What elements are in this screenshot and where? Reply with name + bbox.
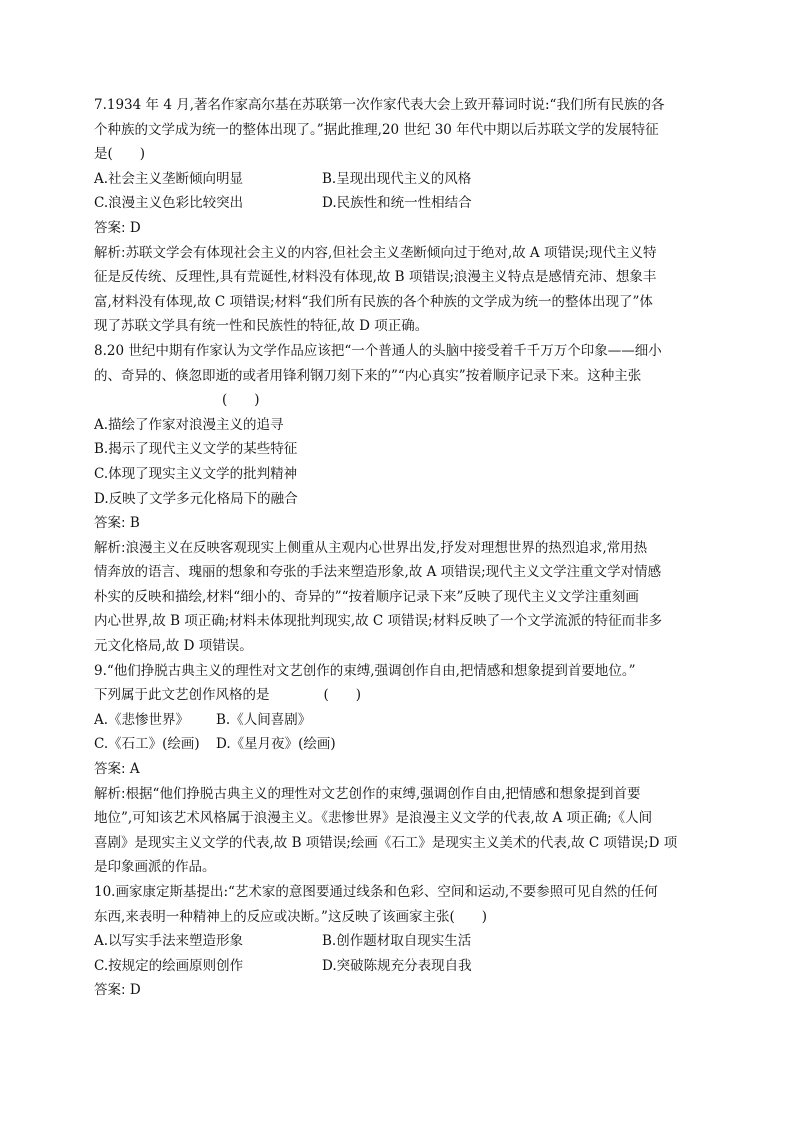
answer-label: 答案: (94, 982, 126, 999)
analysis-text: 根据“他们挣脱古典主义的理性对文艺创作的束缚,强调创作自由,把情感和想象提到首要 (125, 785, 641, 802)
answer-label: 答案: (94, 761, 126, 778)
question-stem-line: 7.1934 年 4 月,著名作家高尔基在苏联第一次作家代表大会上致开幕词时说:“我们所有民族的各 (94, 97, 665, 113)
analysis-line: 是印象画派的作品。 (94, 859, 216, 876)
analysis-label: 解析: (94, 785, 126, 802)
question-stem-line: 10.画家康定斯基提出:“艺术家的意图要通过线条和色彩、空间和运动,不要参照可见自然的任何 (94, 884, 658, 900)
option-c: C.浪漫主义色彩比较突出 (94, 195, 244, 212)
option-a: A.以写实手法来塑造形象 (94, 933, 244, 950)
options-row (94, 191, 700, 216)
question-stem-line: 东西,来表明一种精神上的反应或决断。”这反映了该画家主张( ) (94, 908, 487, 925)
question-stem-line: 下列属于此文艺创作风格的是 ( ) (94, 687, 362, 704)
analysis-line: 朴实的反映和描绘,材料“细小的、奇异的”“按着顺序记录下来”反映了现代主义文学注重刻画 (94, 588, 639, 605)
analysis-line: 喜剧》是现实主义文学的代表,故 B 项错误;绘画《石工》是现实主义美术的代表,故 C 项错误;D 项 (94, 834, 678, 851)
options-row (94, 708, 700, 733)
analysis-line (94, 536, 700, 561)
answer-value: D (129, 219, 141, 236)
option-b: B.创作题材取自现实生活 (322, 933, 472, 950)
option-b: B.揭示了现代主义文学的某些特征 (94, 441, 298, 458)
question-8 (94, 339, 700, 659)
answer-line (94, 978, 700, 1003)
answer-value: A (129, 761, 140, 778)
answer-line (94, 216, 700, 241)
option-a: A.《悲惨世界》 (94, 711, 190, 728)
question-stem-line: 9.“他们挣脱古典主义的理性对文艺创作的束缚,强调创作自由,把情感和想象提到首要地位。” (94, 662, 636, 679)
document-page (94, 93, 700, 1003)
answer-line (94, 757, 700, 782)
answer-label: 答案: (94, 219, 126, 236)
analysis-line: 元文化格局,故 D 项错误。 (94, 638, 253, 655)
option-c: C.按规定的绘画原则创作 (94, 957, 244, 974)
options-row (94, 929, 700, 954)
option-d: D.民族性和统一性相结合 (322, 195, 472, 212)
option-a: A.社会主义垄断倾向明显 (94, 170, 244, 187)
analysis-label: 解析: (94, 539, 126, 556)
option-b: B.《人间喜剧》 (216, 711, 312, 728)
option-c: C.体现了现实主义文学的批判精神 (94, 465, 298, 482)
analysis-line: 现了苏联文学具有统一性和民族性的特征,故 D 项正确。 (94, 318, 429, 335)
analysis-text: 浪漫主义在反映客观现实上侧重从主观内心世界出发,抒发对理想世界的热烈追求,常用热 (125, 539, 648, 556)
answer-line (94, 511, 700, 536)
answer-blank: ( ) (222, 392, 260, 409)
option-d: D.《星月夜》(绘画) (216, 736, 336, 753)
option-a: A.描绘了作家对浪漫主义的追寻 (94, 416, 284, 433)
analysis-line: 征是反传统、反理性,具有荒诞性,材料没有体现,故 B 项错误;浪漫主义特点是感情充沛、想象丰 (94, 269, 657, 286)
option-b: B.呈现出现代主义的风格 (322, 170, 472, 187)
answer-label: 答案: (94, 515, 126, 532)
answer-value: B (129, 515, 140, 532)
options-row (94, 954, 700, 979)
analysis-line: 内心世界,故 B 项正确;材料未体现批判现实,故 C 项错误;材料反映了一个文学流派的特征而非多 (94, 613, 663, 630)
question-stem-line: 8.20 世纪中期有作家认为文学作品应该把“一个普通人的头脑中接受着千千万万个印象——细小 (94, 342, 662, 359)
analysis-line: 富,材料没有体现,故 C 项错误;材料“我们所有民族的各个种族的文学成为统一的整体出现了”体 (94, 293, 653, 310)
analysis-line (94, 782, 700, 807)
option-d: D.突破陈规充分表现自我 (322, 957, 472, 974)
analysis-line: 地位”,可知该艺术风格属于浪漫主义。《悲惨世界》是浪漫主义文学的代表,故 A 项正确;《人间 (94, 810, 653, 827)
options-row (94, 732, 700, 757)
analysis-text: 苏联文学会有体现社会主义的内容,但社会主义垄断倾向过于绝对,故 A 项错误;现代主义特 (125, 244, 657, 261)
question-stem-line: 个种族的文学成为统一的整体出现了。”据此推理,20 世纪 30 年代中期以后苏联文学的发展特征 (94, 121, 659, 138)
analysis-label: 解析: (94, 244, 126, 261)
option-d: D.反映了文学多元化格局下的融合 (94, 490, 298, 507)
options-row (94, 167, 700, 192)
question-stem-line: 的、奇异的、倏忽即逝的或者用锋利钢刀刻下来的”“内心真实”按着顺序记录下来。这种主张 (94, 367, 642, 384)
option-c: C.《石工》(绘画) (94, 736, 200, 753)
analysis-line: 情奔放的语言、瑰丽的想象和夸张的手法来塑造形象,故 A 项错误;现代主义文学注重文学对情感 (94, 564, 662, 581)
answer-value: D (129, 982, 141, 999)
question-stem-line: 是( ) (94, 146, 146, 163)
analysis-line (94, 241, 700, 266)
question-7 (94, 93, 700, 339)
question-9 (94, 659, 700, 880)
question-10 (94, 880, 700, 1003)
